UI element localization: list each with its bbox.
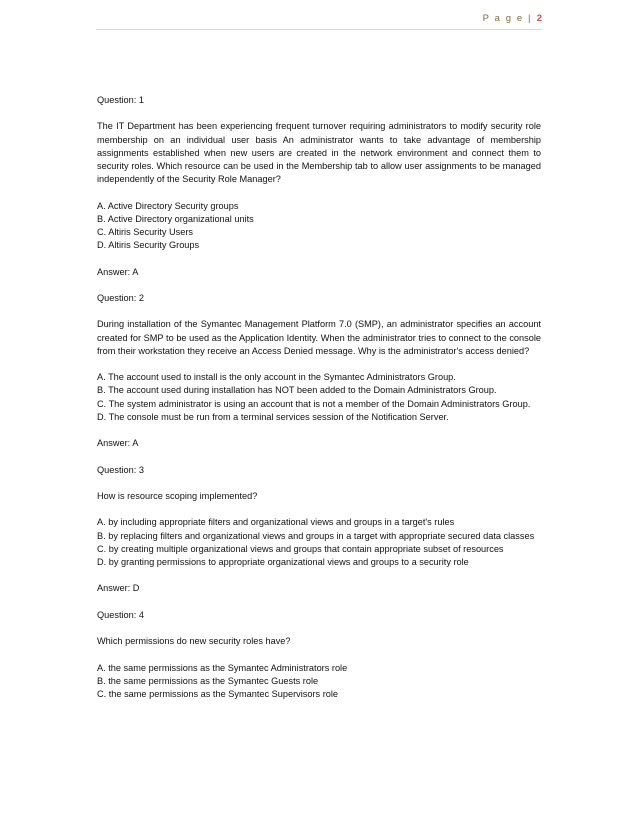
page-number-label (483, 13, 542, 24)
question-prompt: The IT Department has been experiencing frequent turnover requiring administrators to modify security role membership on an individual user basis An administrator wants to take advantage of membership assignments established when new users are created in the network environment and connect them to security roles. Which resource can be used in the Membership tab to allow user assignments to be managed independently of the Security Role Manager? (97, 121, 541, 185)
answer-option: A. The account used to install is the only account in the Symantec Administrators Group. (97, 372, 456, 383)
question-prompt: During installation of the Symantec Management Platform 7.0 (SMP), an administrator specifies an account created for SMP to be used as the Application Identity. When the administrator tries to connect to the console from their workstation they receive an Access Denied message. Why is the administrator's access denied? (97, 319, 541, 356)
answer-option: B. the same permissions as the Symantec Guests role (97, 675, 319, 686)
page-number: 2 (536, 13, 542, 24)
answer-option: C. by creating multiple organizational views and groups that contain appropriate subset of resources (97, 543, 504, 554)
question-block (97, 292, 541, 464)
answer-option: B. The account used during installation has NOT been added to the Domain Administrators Group. (97, 385, 497, 396)
answer-option: B. Active Directory organizational units (97, 213, 254, 224)
question-label: Question: 2 (97, 292, 144, 303)
answer-option: D. by granting permissions to appropriate organizational views and groups to a security role (97, 556, 469, 567)
question-block (97, 609, 541, 701)
question-prompt: How is resource scoping implemented? (97, 490, 258, 501)
answer-option: A. Active Directory Security groups (97, 200, 239, 211)
question-block (97, 464, 541, 609)
answer-option: C. Altiris Security Users (97, 227, 193, 237)
page-word: P a g e (482, 13, 524, 24)
page-separator: | (527, 13, 531, 24)
answer-key: Answer: A (97, 266, 139, 277)
answer-option: C. the same permissions as the Symantec Supervisors role (97, 688, 339, 699)
answer-key: Answer: A (97, 438, 139, 449)
answer-option: C. The system administrator is using an account that is not a member of the Domain Administrators Group. (97, 398, 531, 409)
question-label: Question: 4 (97, 609, 144, 620)
document-body (97, 94, 541, 701)
question-label: Question: 1 (97, 95, 144, 105)
answer-option: A. by including appropriate filters and organizational views and groups in a target's rules (97, 517, 455, 528)
answer-option: A. the same permissions as the Symantec Administrators role (97, 662, 348, 673)
answer-option: B. by replacing filters and organizational views and groups in a target with appropriate secured data classes (97, 530, 535, 541)
page-header (96, 11, 542, 30)
answer-key: Answer: D (97, 583, 140, 594)
question-block (97, 94, 541, 292)
question-prompt: Which permissions do new security roles have? (97, 636, 291, 647)
answer-option: D. Altiris Security Groups (97, 240, 200, 251)
answer-option: D. The console must be run from a terminal services session of the Notification Server. (97, 411, 449, 422)
question-label: Question: 3 (97, 464, 144, 475)
